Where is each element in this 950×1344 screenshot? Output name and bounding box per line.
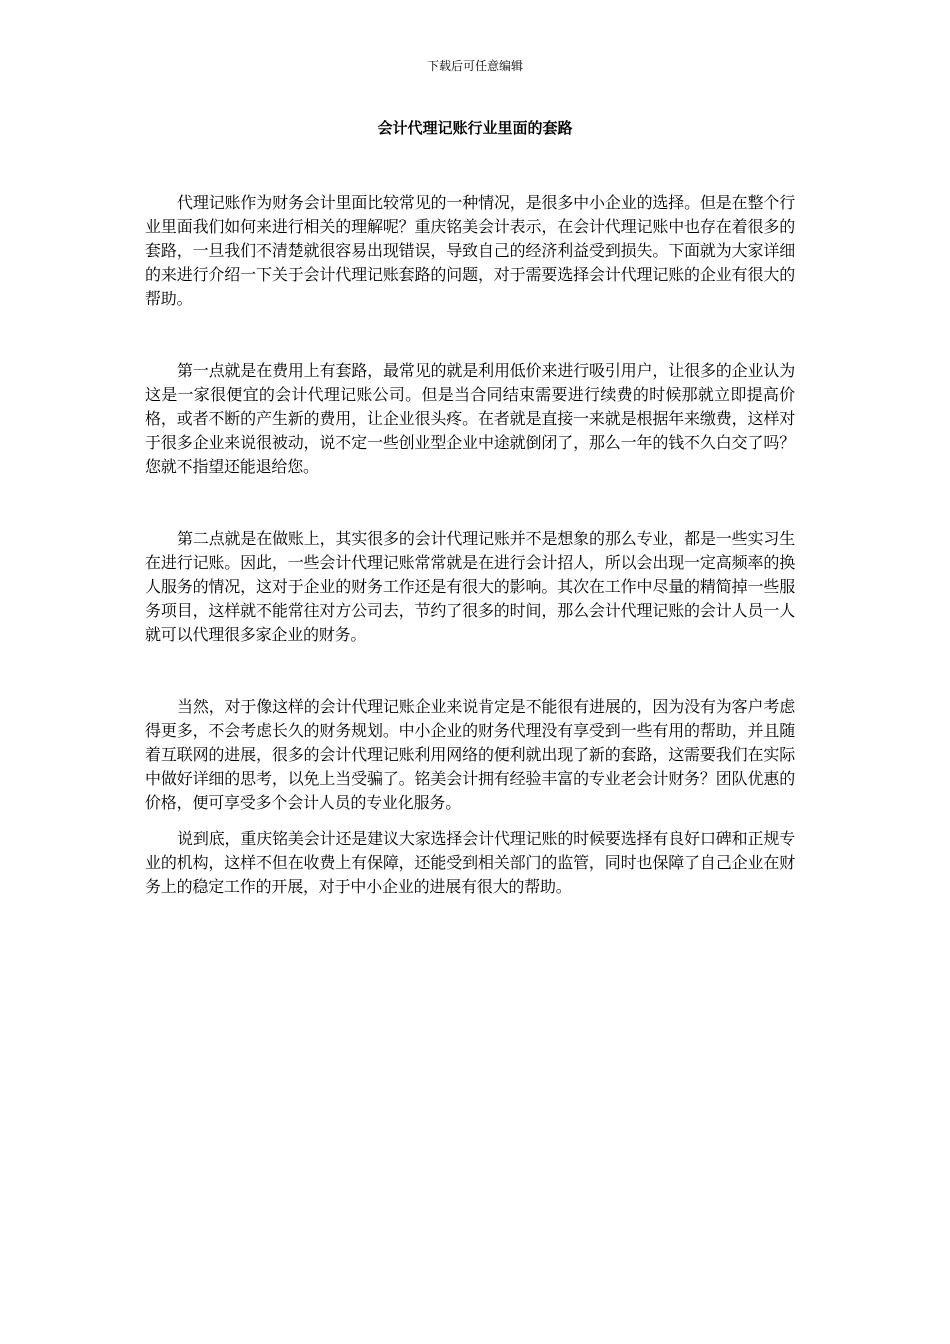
paragraph-point-one: 第一点就是在费用上有套路，最常见的就是利用低价来进行吸引用户，让很多的企业认为这是一家很便宜的会计代理记账公司。但是当合同结束需要进行续费的时候那就立即提高价格，或者不断的产生新的费用，让企业很头疼。在者就是直接一来就是根据年来缴费，这样对于很多企业来说很被动，说不定一些创业型企业中途就倒闭了，那么一年的钱不久白交了吗？您就不指望还能退给您。	[145, 361, 795, 476]
paragraph-analysis: 当然，对于像这样的会计代理记账企业来说肯定是不能很有进展的，因为没有为客户考虑得更多，不会考虑长久的财务规划。中小企业的财务代理没有享受到一些有用的帮助，并且随着互联网的进展，很多的会计代理记账利用网络的便利就出现了新的套路，这需要我们在实际中做好详细的思考，以免上当受骗了。铭美会计拥有经验丰富的专业老会计财务？团队优惠的价格，便可享受多个会计人员的专业化服务。	[145, 697, 795, 812]
paragraph-intro: 代理记账作为财务会计里面比较常见的一种情况，是很多中小企业的选择。但是在整个行业里面我们如何来进行相关的理解呢？重庆铭美会计表示，在会计代理记账中也存在着很多的套路，一旦我们不清楚就很容易出现错误，导致自己的经济利益受到损失。下面就为大家详细的来进行介绍一下关于会计代理记账套路的问题，对于需要选择会计代理记账的企业有很大的帮助。	[145, 193, 795, 308]
document-title: 会计代理记账行业里面的套路	[377, 119, 573, 137]
paragraph-conclusion: 说到底，重庆铭美会计还是建议大家选择会计代理记账的时候要选择有良好口碑和正规专业的机构，这样不但在收费上有保障，还能受到相关部门的监管，同时也保障了自己企业在财务上的稳定工作的开展，对于中小企业的进展有很大的帮助。	[145, 829, 795, 896]
paragraph-point-two: 第二点就是在做账上，其实很多的会计代理记账并不是想象的那么专业，都是一些实习生在进行记账。因此，一些会计代理记账常常就是在进行会计招人，所以会出现一定高频率的换人服务的情况，这对于企业的财务工作还是有很大的影响。其次在工作中尽量的精简掉一些服务项目，这样就不能常往对方公司去，节约了很多的时间，那么会计代理记账的会计人员一人就可以代理很多家企业的财务。	[145, 529, 795, 644]
header-note: 下载后可任意编辑	[426, 59, 523, 73]
